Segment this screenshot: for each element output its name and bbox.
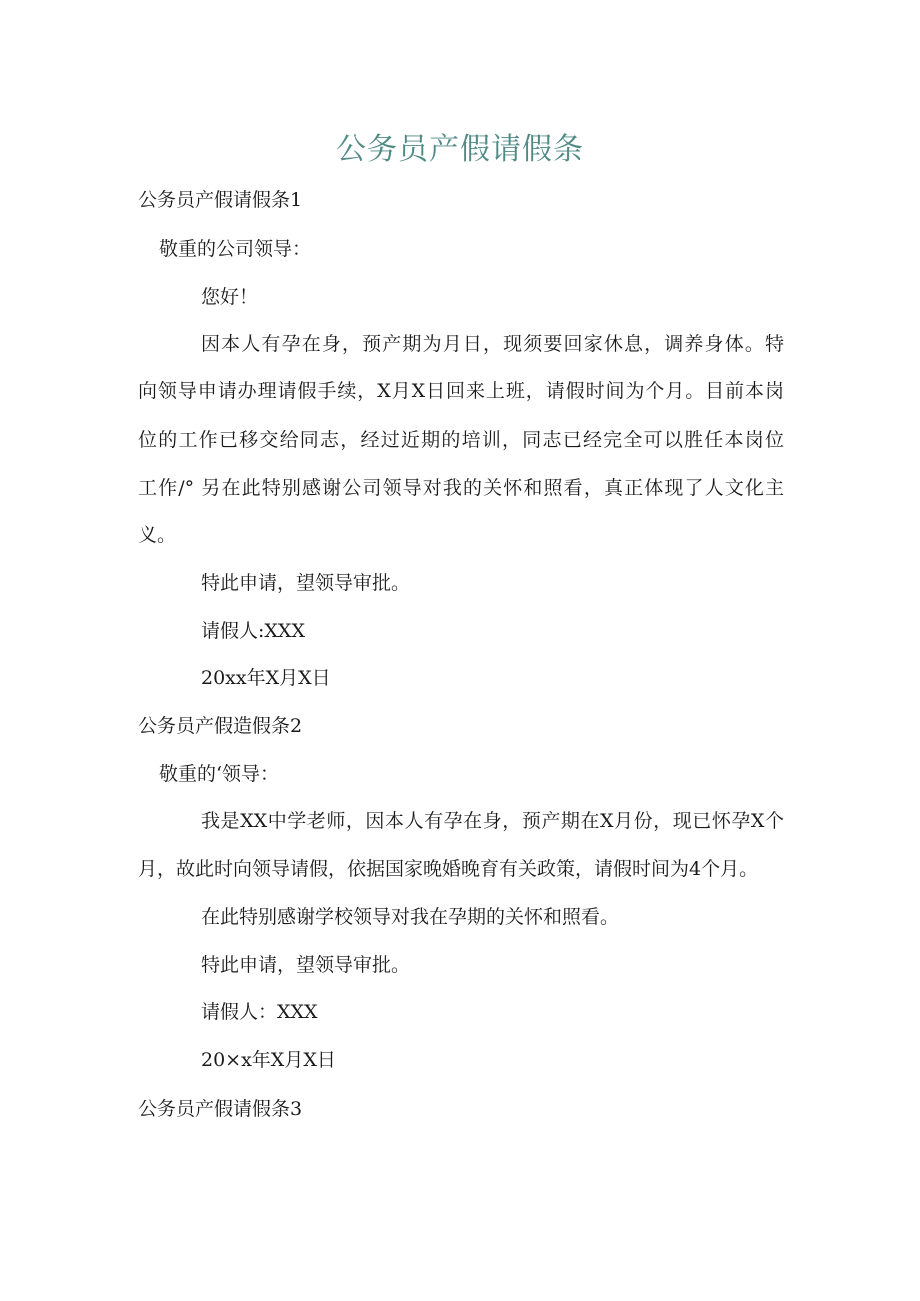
letter2-date: 20×x年X月X日 [201,1049,336,1071]
letter1-body-line: 因本人有孕在身，预产期为月日，现须要回家休息，调养身体。特 [201,333,784,355]
letter2-heading: 公务员产假造假条2 [138,715,303,737]
letter1-body-line: 工作/° 另在此特别感谢公司领导对我的关怀和照看，真正体现了人文化主 [138,477,784,499]
letter1-greeting: 您好！ [201,286,259,308]
letter1-body-line: 位的工作已移交给同志，经过近期的培训，同志已经完全可以胜任本岗位 [138,429,784,451]
letter2-thanks: 在此特别感谢学校领导对我在孕期的关怀和照看。 [201,906,620,928]
letter2-salutation: 敬重的‘领导： [159,763,280,785]
letter1-body-line: 义。 [138,524,177,546]
letter1-body-line: 向领导申请办理请假手续，X月X日回来上班，请假时间为个月。目前本岗 [138,380,784,402]
letter1-closing: 特此申请，望领导审批。 [201,572,411,594]
letter2-body-line: 我是XX中学老师，因本人有孕在身，预产期在X月份，现已怀孕X个 [201,810,784,832]
letter1-heading: 公务员产假请假条1 [138,189,303,211]
letter2-body-line: 月，故此时向领导请假，依据国家晚婚晚育有关政策，请假时间为4个月。 [138,858,759,880]
document-title: 公务员产假请假条 [336,132,584,167]
letter1-applicant: 请假人:XXX [201,620,305,642]
letter1-salutation: 敬重的公司领导： [159,238,312,260]
letter1-date: 20xx年X月X日 [201,667,331,689]
letter2-closing: 特此申请，望领导审批。 [201,954,411,976]
letter3-heading: 公务员产假请假条3 [138,1098,303,1120]
letter2-applicant: 请假人：XXX [201,1001,318,1023]
